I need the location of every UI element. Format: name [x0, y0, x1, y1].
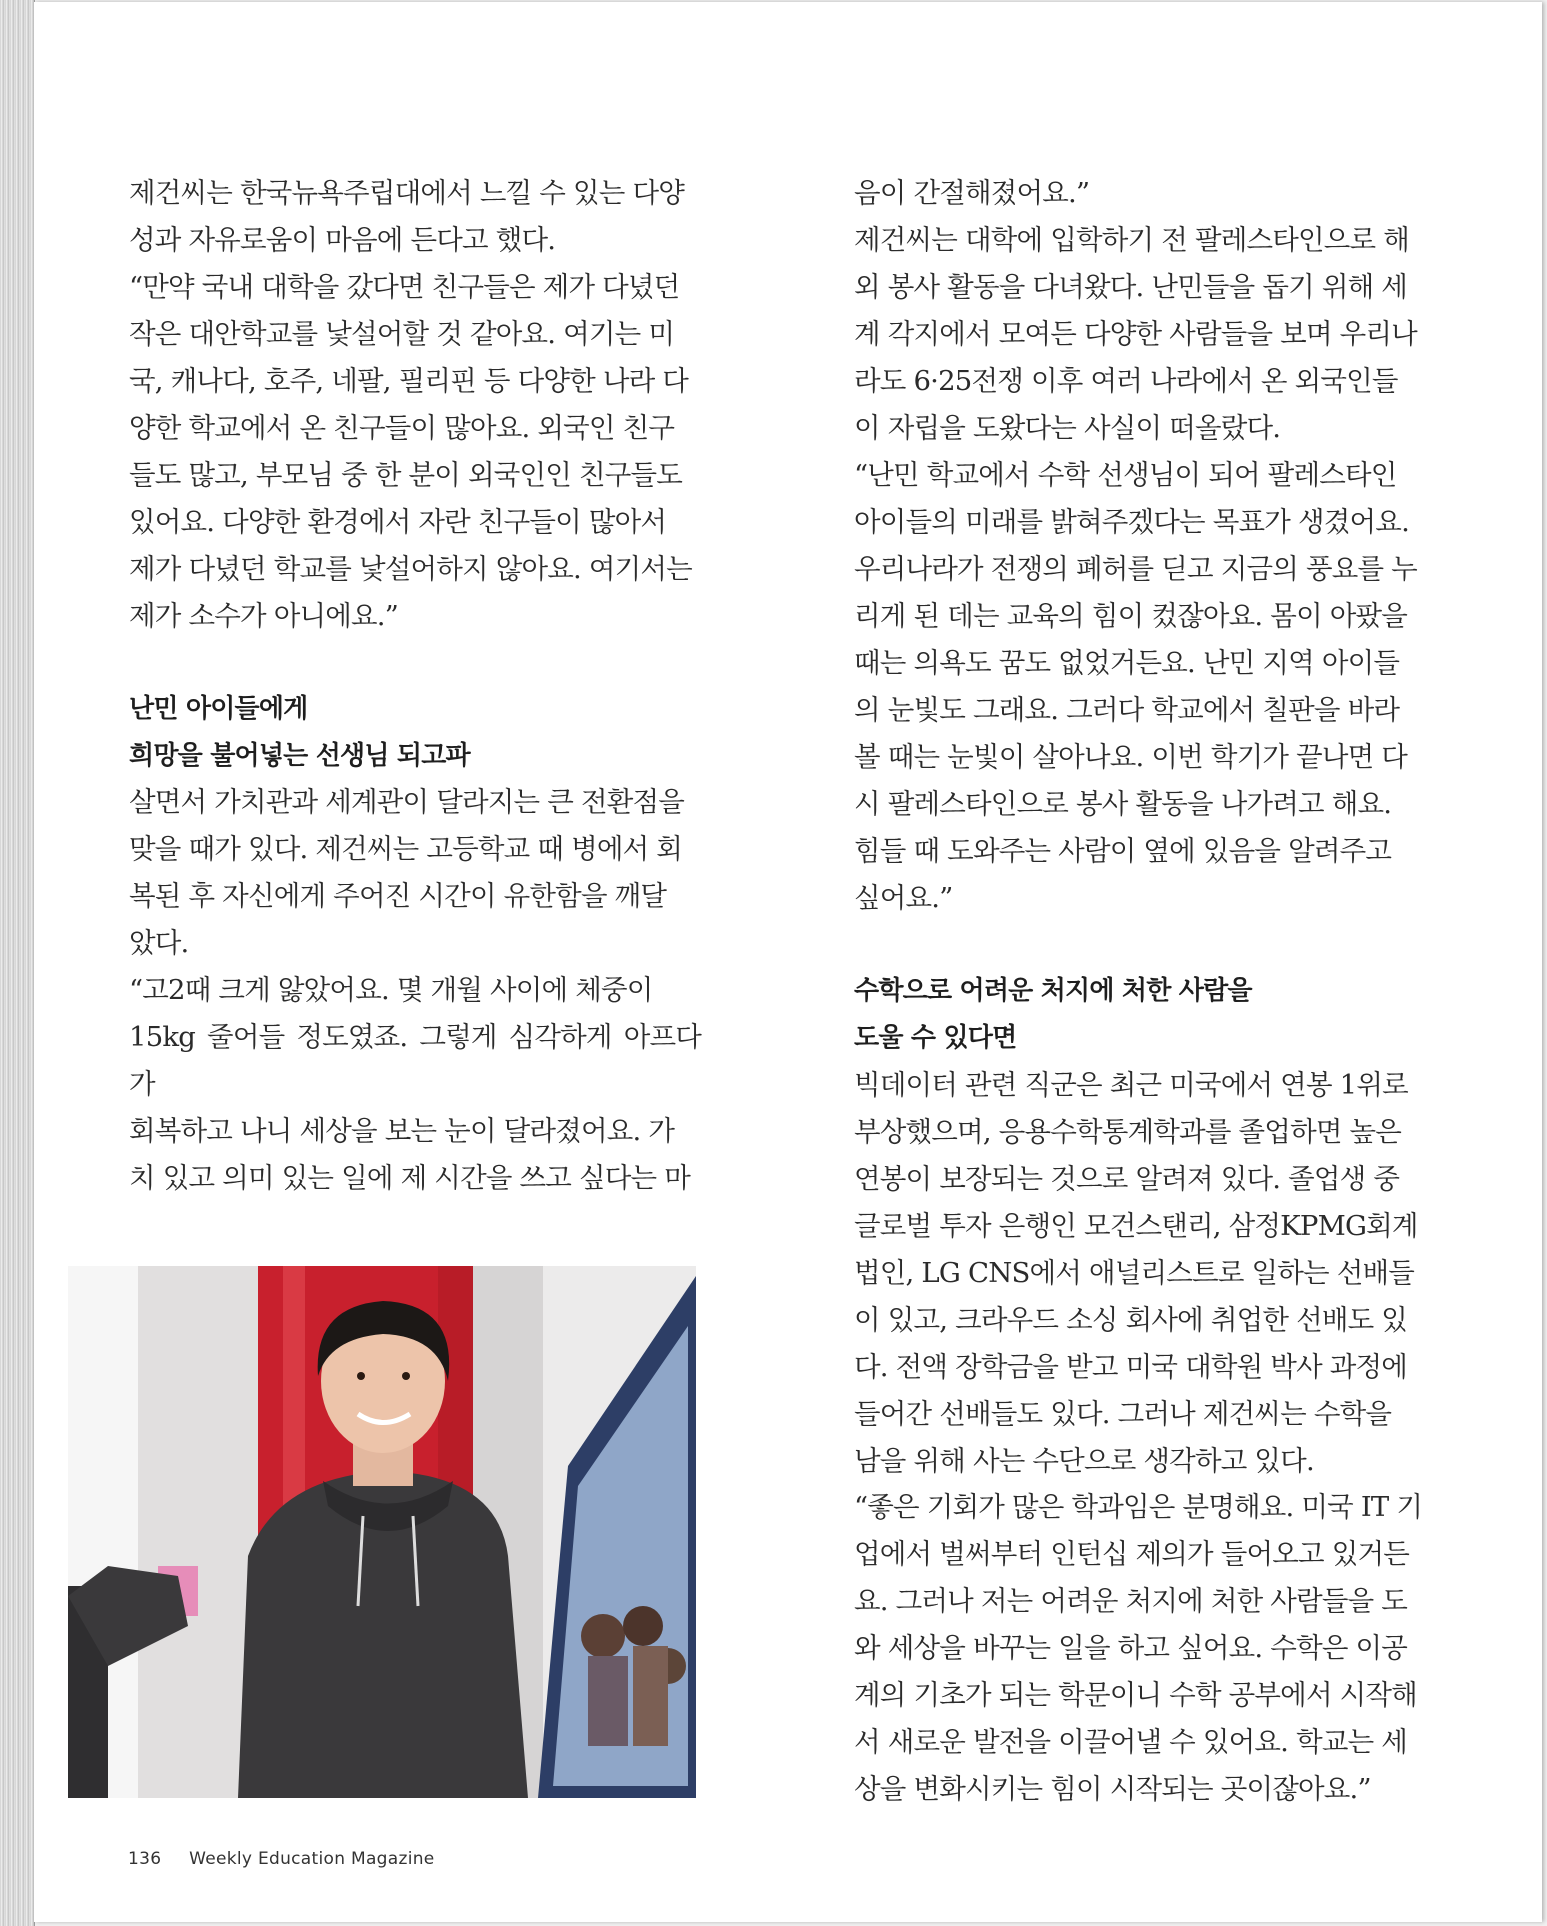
- publication-name: Weekly Education Magazine: [189, 1849, 435, 1869]
- page-footer: [128, 1849, 435, 1869]
- quote-paragraph: “만약 국내 대학을 갔다면 친구들은 제가 다녔던 작은 대안학교를 낯설어할 것 같아요. 여기는 미 국, 캐나다, 호주, 네팔, 필리핀 등 다양한 나라 다 양한 학교에서 온 친구들이 많아요. 외국인 친구 들도 많고, 부모님 중 한 분이 외국인인 친구들도 있어요. 다양한 환경에서 자란 친구들이 많아서 제가 다녔던 학교를 낯설어하지 않아요. 여기서는 제가 소수가 아니에요.”: [129, 271, 692, 632]
- quote-paragraph: “고2때 크게 앓았어요. 몇 개월 사이에 체중이 15kg 줄어들 정도였죠. 그렇게 심각하게 아프다가 회복하고 나니 세상을 보는 눈이 달라졌어요. 가 치 있고 의미 있는 일에 제 시간을 쓰고 싶다는 마: [129, 974, 701, 1194]
- section-heading: 수학으로 어려운 처지에 처한 사람을 도울 수 있다면: [854, 976, 1252, 1053]
- paragraph: 음이 간절해졌어요.”: [854, 177, 1090, 209]
- quote-paragraph: “난민 학교에서 수학 선생님이 되어 팔레스타인 아이들의 미래를 밝혀주겠다는 목표가 생겼어요. 우리나라가 전쟁의 폐허를 딛고 지금의 풍요를 누 리게 된 데는 교육의 힘이 컸잖아요. 몸이 아팠을 때는 의욕도 꿈도 없었거든요. 난민 지역 아이들 의 눈빛도 그래요. 그러다 학교에서 칠판을 바라 볼 때는 눈빛이 살아나요. 이번 학기가 끝나면 다 시 팔레스타인으로 봉사 활동을 나가려고 해요. 힘들 때 도와주는 사람이 옆에 있음을 알려주고 싶어요.”: [854, 459, 1417, 914]
- book-page-edges: [0, 0, 35, 1926]
- section-heading: 난민 아이들에게 희망을 불어넣는 선생님 되고파: [129, 694, 470, 771]
- paragraph: 빅데이터 관련 직군은 최근 미국에서 연봉 1위로 부상했으며, 응용수학통계학과를 졸업하면 높은 연봉이 보장되는 것으로 알려져 있다. 졸업생 중 글로벌 투자 은행인 모건스탠리, 삼정KPMG회계 법인, LG CNS에서 애널리스트로 일하는 선배들 이 있고, 크라우드 소싱 회사에 취업한 선배도 있 다. 전액 장학금을 받고 미국 대학원 박사 과정에 들어간 선배들도 있다. 그러나 제건씨는 수학을 남을 위해 사는 수단으로 생각하고 있다.: [854, 1069, 1418, 1477]
- quote-paragraph: “좋은 기회가 많은 학과임은 분명해요. 미국 IT 기 업에서 벌써부터 인턴십 제의가 들어오고 있거든 요. 그러나 저는 어려운 처지에 처한 사람들을 도 와 세상을 바꾸는 일을 하고 싶어요. 수학은 이공 계의 기초가 되는 학문이니 수학 공부에서 시작해 서 새로운 발전을 이끌어낼 수 있어요. 학교는 세 상을 변화시키는 힘이 시작되는 곳이잖아요.”: [854, 1491, 1423, 1805]
- student-portrait-photo: [68, 1266, 696, 1798]
- magazine-page: [34, 2, 1542, 1922]
- page-number: 136: [128, 1849, 162, 1869]
- paragraph: 제건씨는 한국뉴욕주립대에서 느낄 수 있는 다양 성과 자유로움이 마음에 든다고 했다.: [129, 177, 685, 256]
- paragraph: 제건씨는 대학에 입학하기 전 팔레스타인으로 해 외 봉사 활동을 다녀왔다. 난민들을 돕기 위해 세 계 각지에서 모여든 다양한 사람들을 보며 우리나 라도 6·25전쟁 이후 여러 나라에서 온 외국인들 이 자립을 도왔다는 사실이 떠올랐다.: [854, 224, 1417, 444]
- paragraph: 살면서 가치관과 세계관이 달라지는 큰 전환점을 맞을 때가 있다. 제건씨는 고등학교 때 병에서 회 복된 후 자신에게 주어진 시간이 유한함을 깨달 았다.: [129, 786, 685, 959]
